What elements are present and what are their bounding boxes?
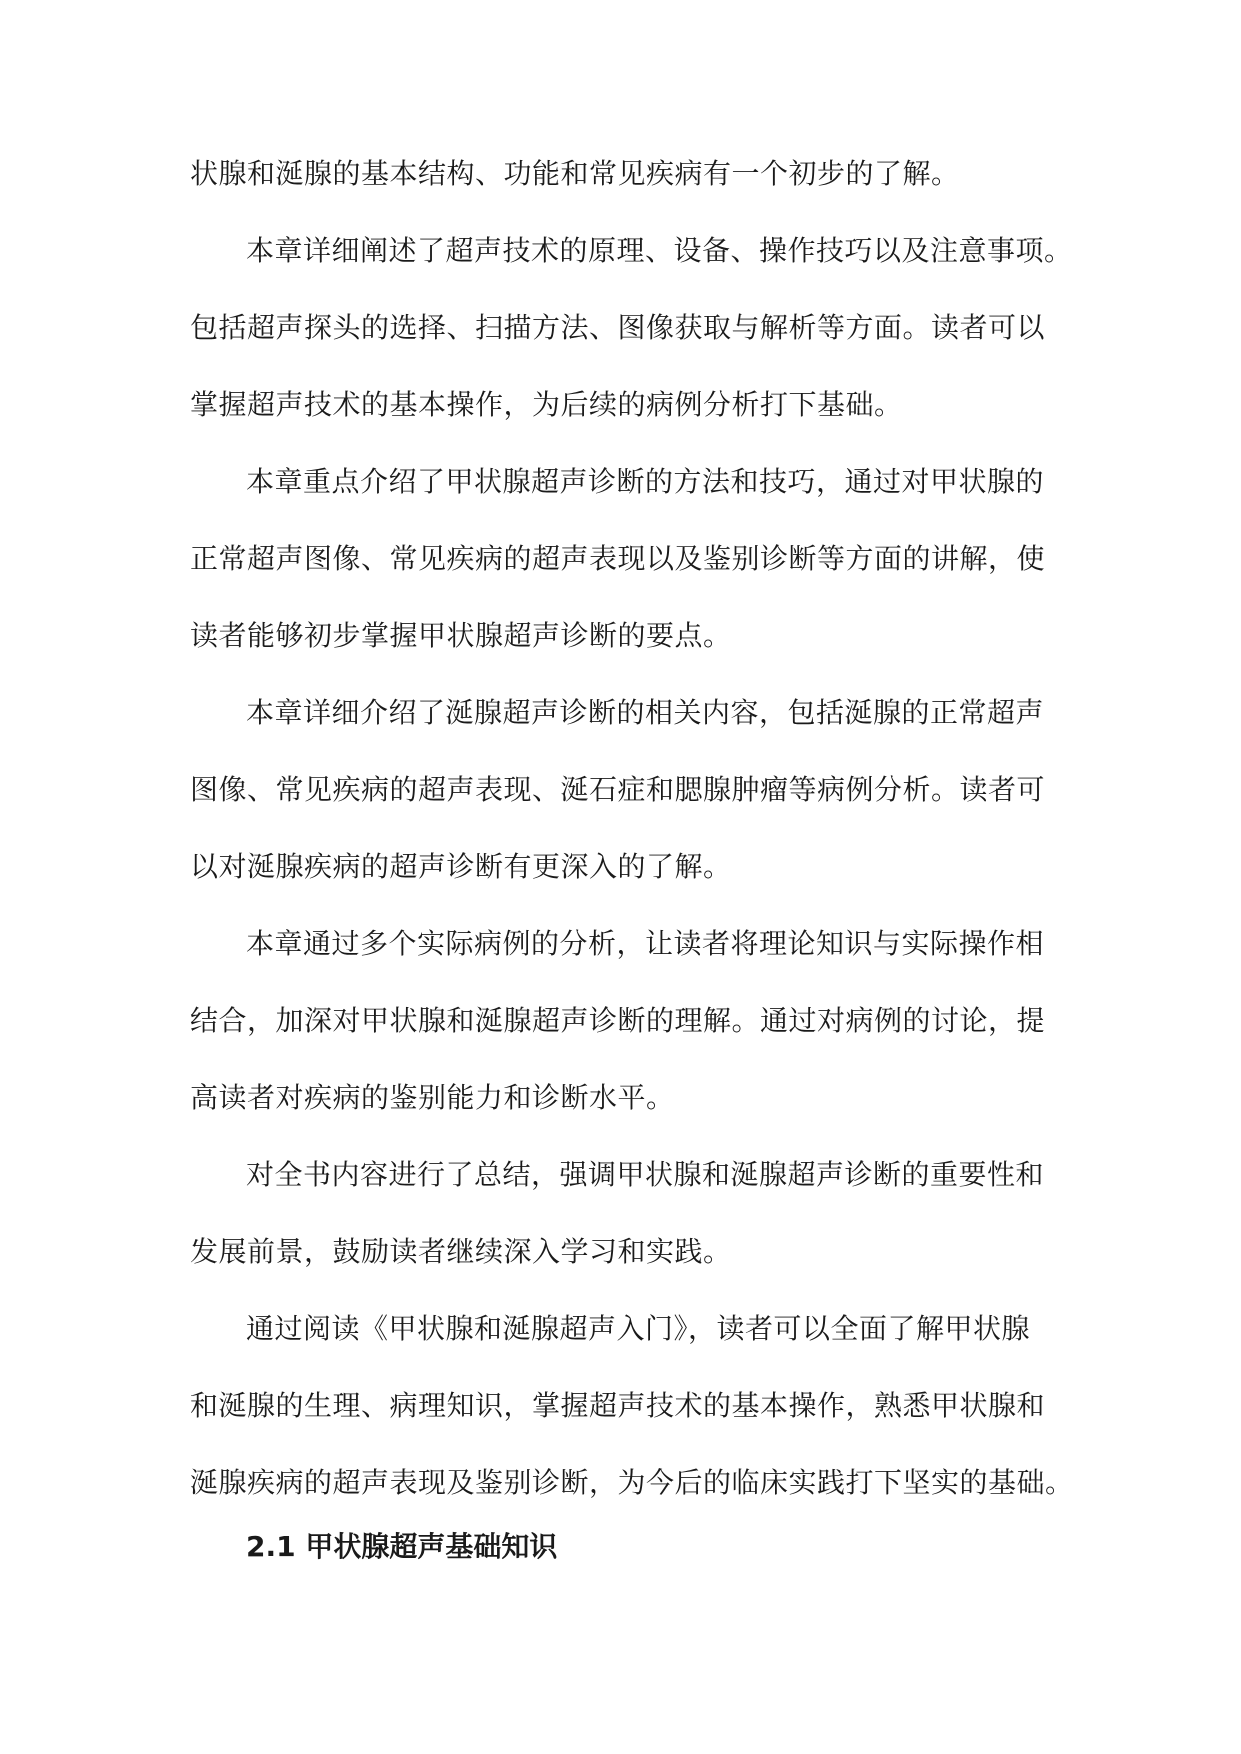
body-text-line: 涎腺疾病的超声表现及鉴别诊断，为今后的临床实践打下坚实的基础。	[190, 1466, 1074, 1499]
body-text-line: 包括超声探头的选择、扫描方法、图像获取与解析等方面。读者可以	[190, 311, 1046, 344]
section-heading: 2.1 甲状腺超声基础知识	[246, 1530, 558, 1563]
body-text-line: 本章详细阐述了超声技术的原理、设备、操作技巧以及注意事项。	[246, 234, 1073, 267]
body-text-line: 图像、常见疾病的超声表现、涎石症和腮腺肿瘤等病例分析。读者可	[190, 773, 1046, 806]
body-text-line: 结合，加深对甲状腺和涎腺超声诊断的理解。通过对病例的讨论，提	[190, 1004, 1046, 1037]
body-text-line: 和涎腺的生理、病理知识，掌握超声技术的基本操作，熟悉甲状腺和	[190, 1389, 1046, 1422]
body-text-line: 正常超声图像、常见疾病的超声表现以及鉴别诊断等方面的讲解，使	[190, 542, 1046, 575]
body-text-line: 掌握超声技术的基本操作，为后续的病例分析打下基础。	[190, 388, 903, 421]
body-text-line: 发展前景，鼓励读者继续深入学习和实践。	[190, 1235, 732, 1268]
body-text-line: 高读者对疾病的鉴别能力和诊断水平。	[190, 1081, 675, 1114]
body-text-line: 本章通过多个实际病例的分析，让读者将理论知识与实际操作相	[246, 927, 1045, 960]
body-text-line: 对全书内容进行了总结，强调甲状腺和涎腺超声诊断的重要性和	[246, 1158, 1045, 1191]
body-text-line: 通过阅读《甲状腺和涎腺超声入门》，读者可以全面了解甲状腺	[246, 1312, 1031, 1345]
body-text-line: 状腺和涎腺的基本结构、功能和常见疾病有一个初步的了解。	[190, 157, 960, 190]
body-text-line: 以对涎腺疾病的超声诊断有更深入的了解。	[190, 850, 732, 883]
body-text-line: 本章详细介绍了涎腺超声诊断的相关内容，包括涎腺的正常超声	[246, 696, 1045, 729]
body-text-line: 本章重点介绍了甲状腺超声诊断的方法和技巧，通过对甲状腺的	[246, 465, 1045, 498]
body-text-line: 读者能够初步掌握甲状腺超声诊断的要点。	[190, 619, 732, 652]
